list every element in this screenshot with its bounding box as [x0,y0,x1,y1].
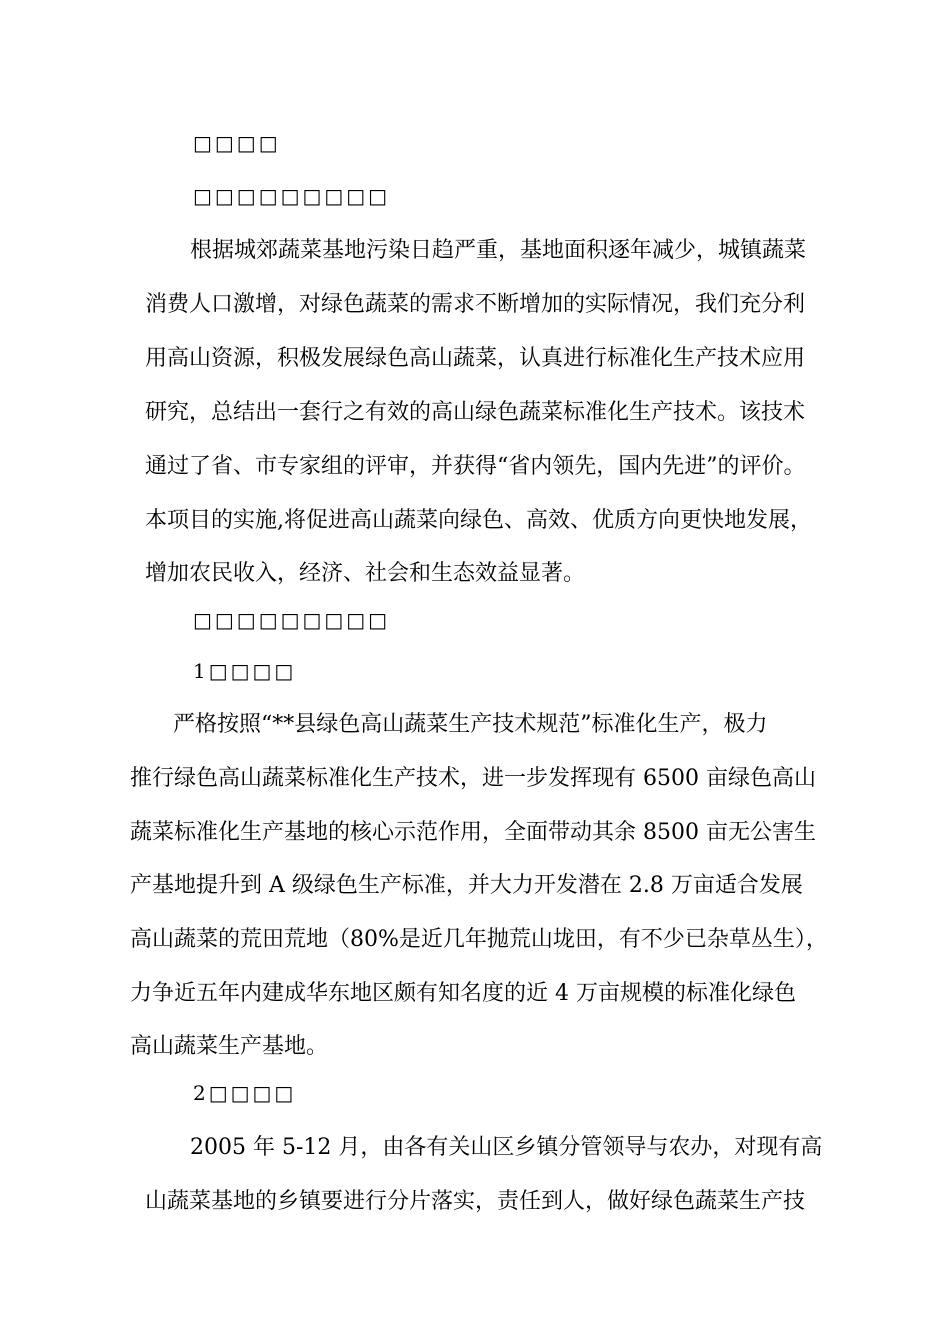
subsection-heading-placeholder: □□□□□□□□□ [193,608,391,632]
paragraph-line: 产基地提升到 A 级绿色生产标准，并大力开发潜在 2.8 万亩适合发展 [130,873,803,898]
paragraph-line: 蔬菜标准化生产基地的核心示范作用，全面带动其余 8500 亩无公害生 [130,820,816,845]
paragraph-line: 2005 年 5-12 月，由各有关山区乡镇分管领导与农办，对现有高 [190,1135,823,1160]
numbered-heading-placeholder: 2□□□□ [193,1081,297,1105]
paragraph-line: 根据城郊蔬菜基地污染日趋严重，基地面积逐年减少，城镇蔬菜 [190,238,807,263]
paragraph-line: 研究，总结出一套行之有效的高山绿色蔬菜标准化生产技术。该技术 [145,400,806,425]
paragraph-line: 高山蔬菜的荒田荒地（80%是近几年抛荒山垅田，有不少已杂草丛生）， [130,927,828,952]
paragraph-line: 高山蔬菜生产基地。 [130,1034,329,1059]
paragraph-line: 用高山资源，积极发展绿色高山蔬菜，认真进行标准化生产技术应用 [145,346,806,371]
numbered-heading-placeholder: 1□□□□ [193,659,297,683]
paragraph-line: 本项目的实施,将促进高山蔬菜向绿色、高效、优质方向更快地发展， [145,508,812,533]
subsection-heading-placeholder: □□□□□□□□□ [193,184,391,208]
paragraph-line: 消费人口激增，对绿色蔬菜的需求不断增加的实际情况，我们充分利 [145,292,806,317]
paragraph-line: 山蔬菜基地的乡镇要进行分片落实，责任到人，做好绿色蔬菜生产技 [145,1189,806,1214]
paragraph-line: 力争近五年内建成华东地区颇有知名度的近 4 万亩规模的标准化绿色 [130,981,796,1006]
paragraph-line: 通过了省、市专家组的评审，并获得“省内领先，国内先进”的评价。 [145,454,806,479]
paragraph-line: 增加农民收入，经济、社会和生态效益显著。 [145,561,586,586]
paragraph-line: 严格按照“**县绿色高山蔬菜生产技术规范”标准化生产，极力 [173,712,768,737]
paragraph-line: 推行绿色高山蔬菜标准化生产技术，进一步发挥现有 6500 亩绿色高山 [130,766,816,791]
section-heading-placeholder: □□□□ [193,131,281,155]
